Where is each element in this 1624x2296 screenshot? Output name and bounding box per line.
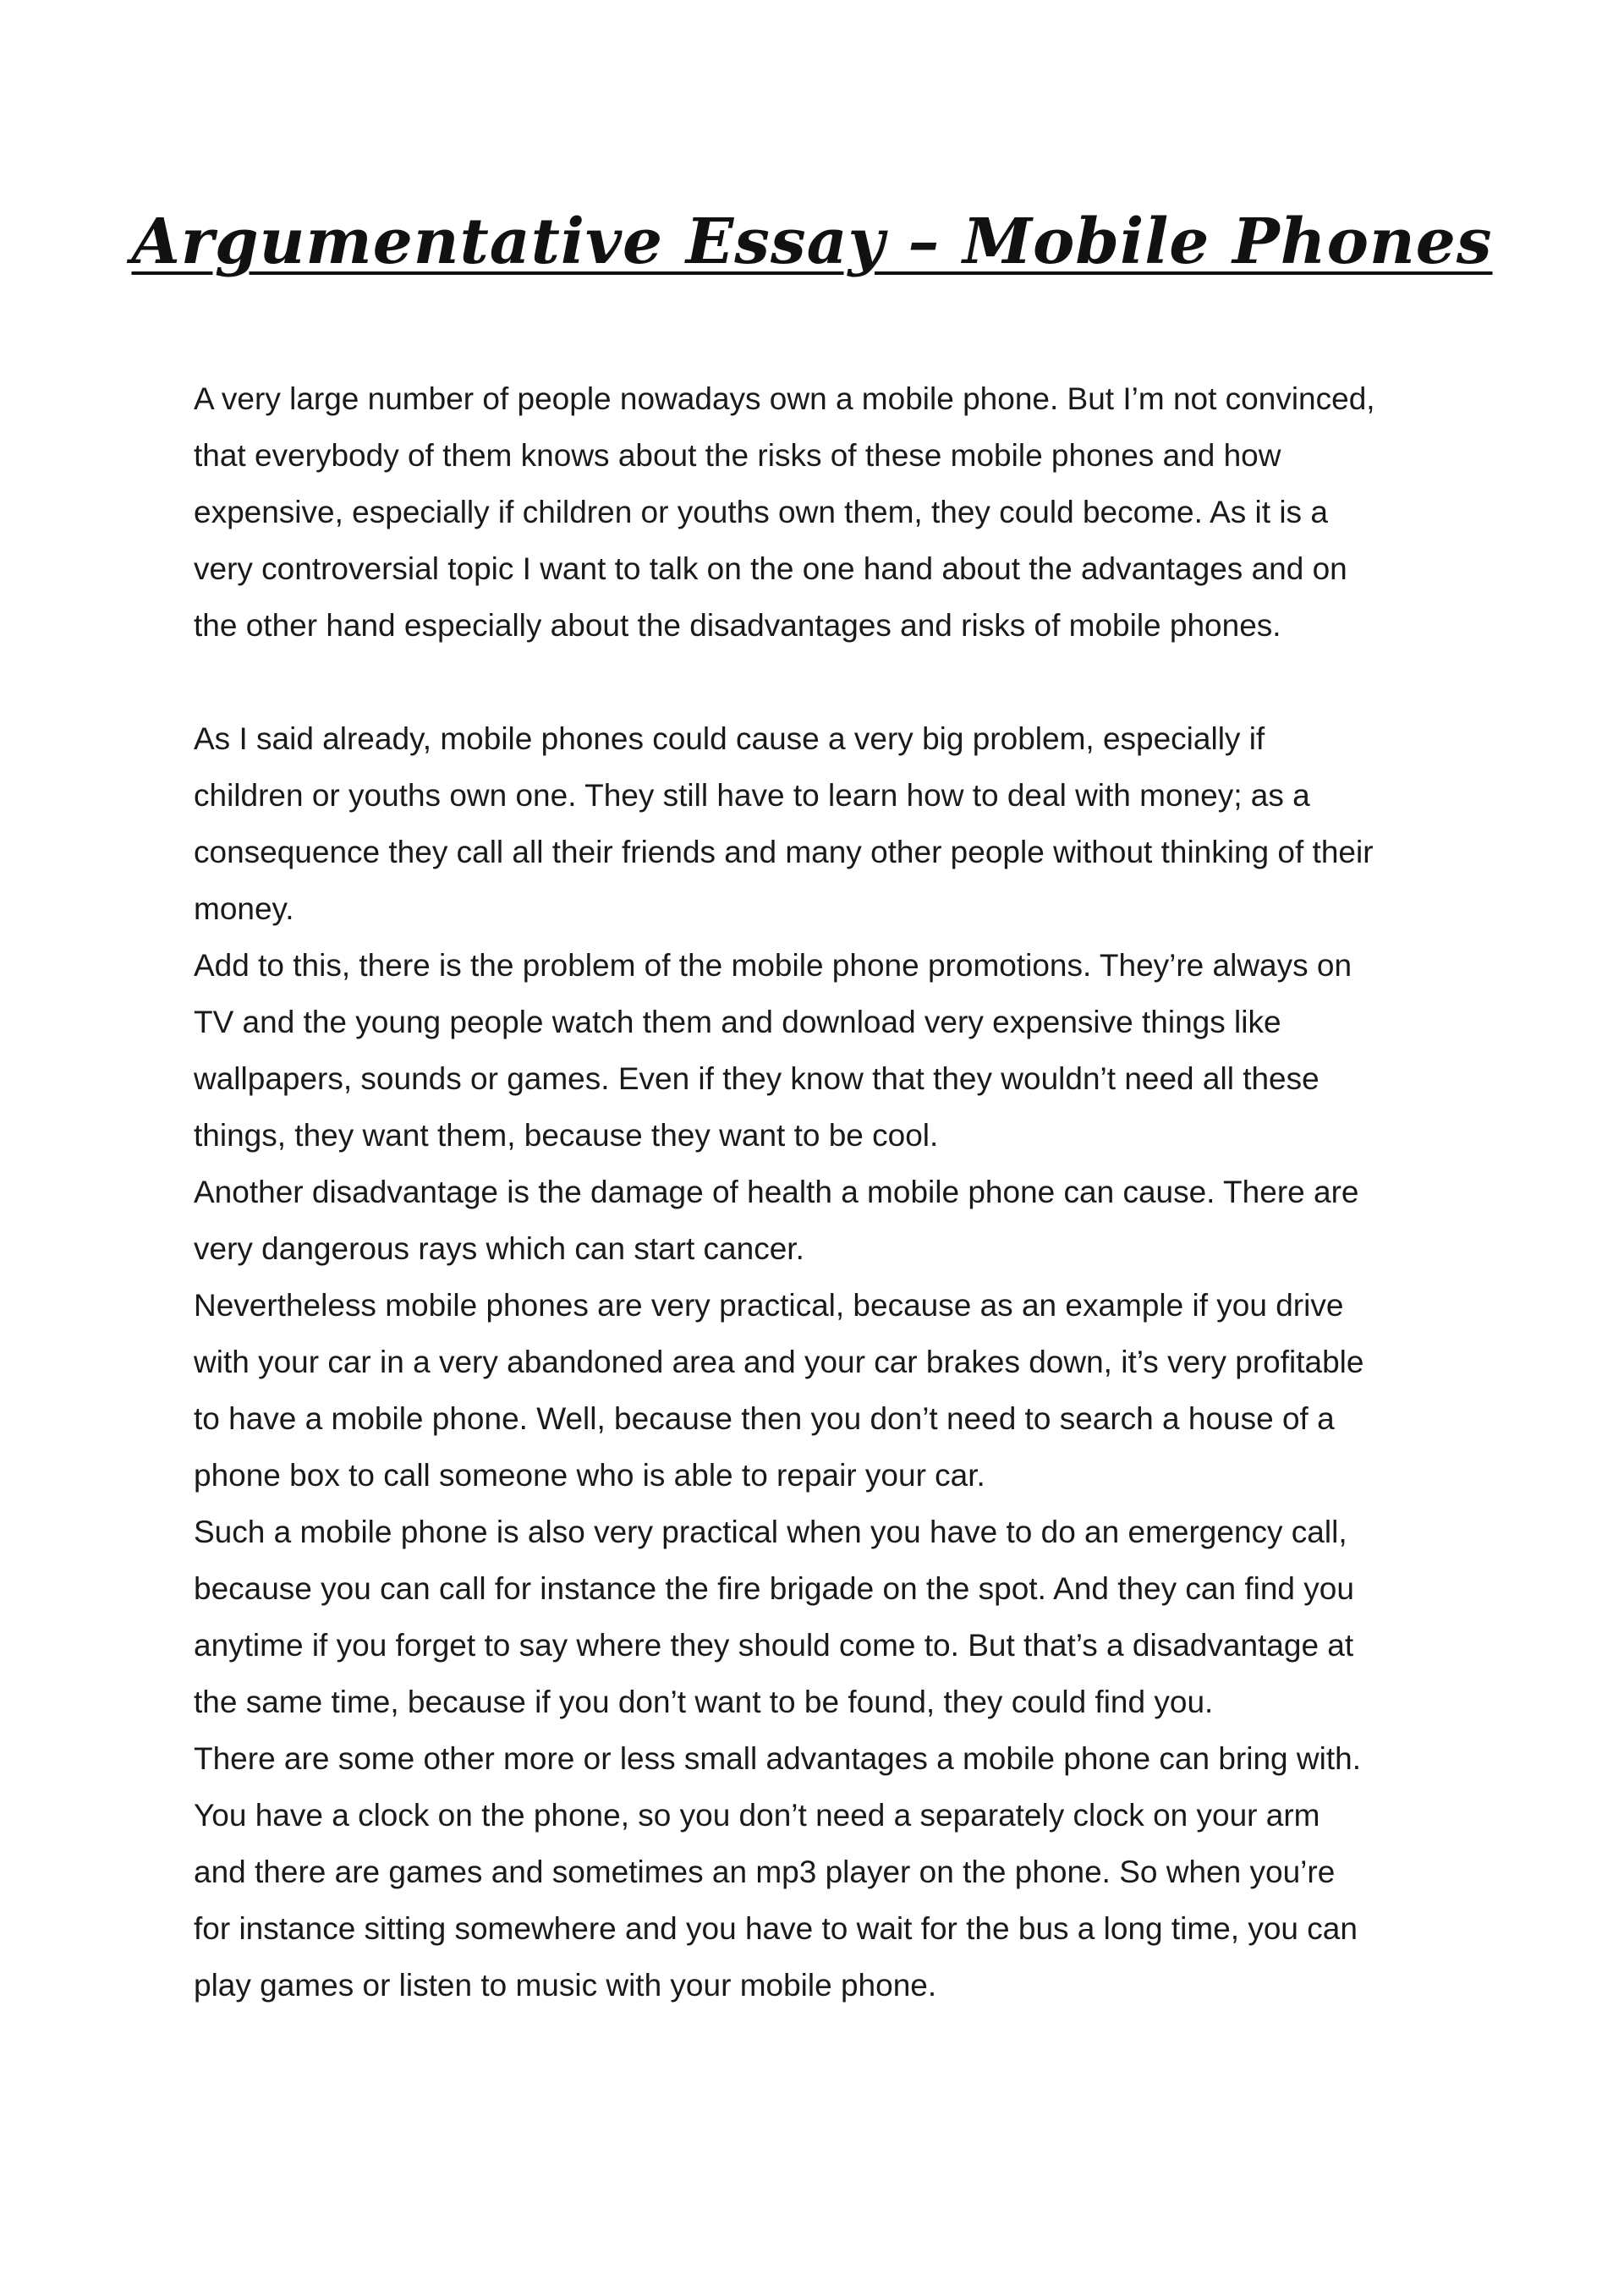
text-line: Another disadvantage is the damage of health a mobile phone can cause. There are (194, 1175, 1359, 1209)
text-line: expensive, especially if children or youths own them, they could become. As it is a (194, 495, 1328, 529)
text-line: for instance sitting somewhere and you have to wait for the bus a long time, you can (194, 1911, 1358, 1946)
text-line: and there are games and sometimes an mp3 player on the phone. So when you’re (194, 1855, 1336, 1889)
text-line: There are some other more or less small advantages a mobile phone can bring with. (194, 1741, 1361, 1776)
text-line: Add to this, there is the problem of the mobile phone promotions. They’re always on (194, 948, 1352, 983)
text-line: Such a mobile phone is also very practical when you have to do an emergency call, (194, 1515, 1347, 1549)
document-title (0, 200, 1624, 284)
text-line: consequence they call all their friends and many other people without thinking of their (194, 835, 1374, 869)
text-line: You have a clock on the phone, so you don’t need a separately clock on your arm (194, 1798, 1320, 1833)
text-line: with your car in a very abandoned area and your car brakes down, it’s very profitable (194, 1345, 1364, 1379)
text-line: the other hand especially about the disadvantages and risks of mobile phones. (194, 608, 1281, 643)
text-line: very controversial topic I want to talk on the one hand about the advantages and on (194, 551, 1347, 586)
text-line: anytime if you forget to say where they should come to. But that’s a disadvantage at (194, 1628, 1354, 1663)
text-line: to have a mobile phone. Well, because then you don’t need to search a house of a (194, 1401, 1335, 1436)
text-line: As I said already, mobile phones could cause a very big problem, especially if (194, 721, 1265, 756)
text-line: that everybody of them knows about the risks of these mobile phones and how (194, 438, 1281, 473)
paragraph-gap (194, 654, 1462, 710)
text-line: Nevertheless mobile phones are very practical, because as an example if you drive (194, 1288, 1344, 1323)
text-line: the same time, because if you don’t want to be found, they could find you. (194, 1685, 1214, 1719)
text-line: money. (194, 891, 294, 926)
text-line: A very large number of people nowadays own a mobile phone. But I’m not convinced, (194, 381, 1375, 416)
text-line: very dangerous rays which can start cancer. (194, 1231, 804, 1266)
text-line: wallpapers, sounds or games. Even if they know that they wouldn’t need all these (194, 1061, 1320, 1096)
text-line: play games or listen to music with your mobile phone. (194, 1968, 937, 2003)
text-line: children or youths own one. They still have to learn how to deal with money; as a (194, 778, 1310, 813)
document-title-text: Argumentative Essay – Mobile Phones (131, 205, 1493, 278)
text-line: TV and the young people watch them and download very expensive things like (194, 1005, 1281, 1039)
document-body (194, 370, 1462, 2014)
text-line: phone box to call someone who is able to repair your car. (194, 1458, 985, 1493)
text-line: because you can call for instance the fire brigade on the spot. And they can find you (194, 1571, 1354, 1606)
text-line: things, they want them, because they want to be cool. (194, 1118, 939, 1153)
